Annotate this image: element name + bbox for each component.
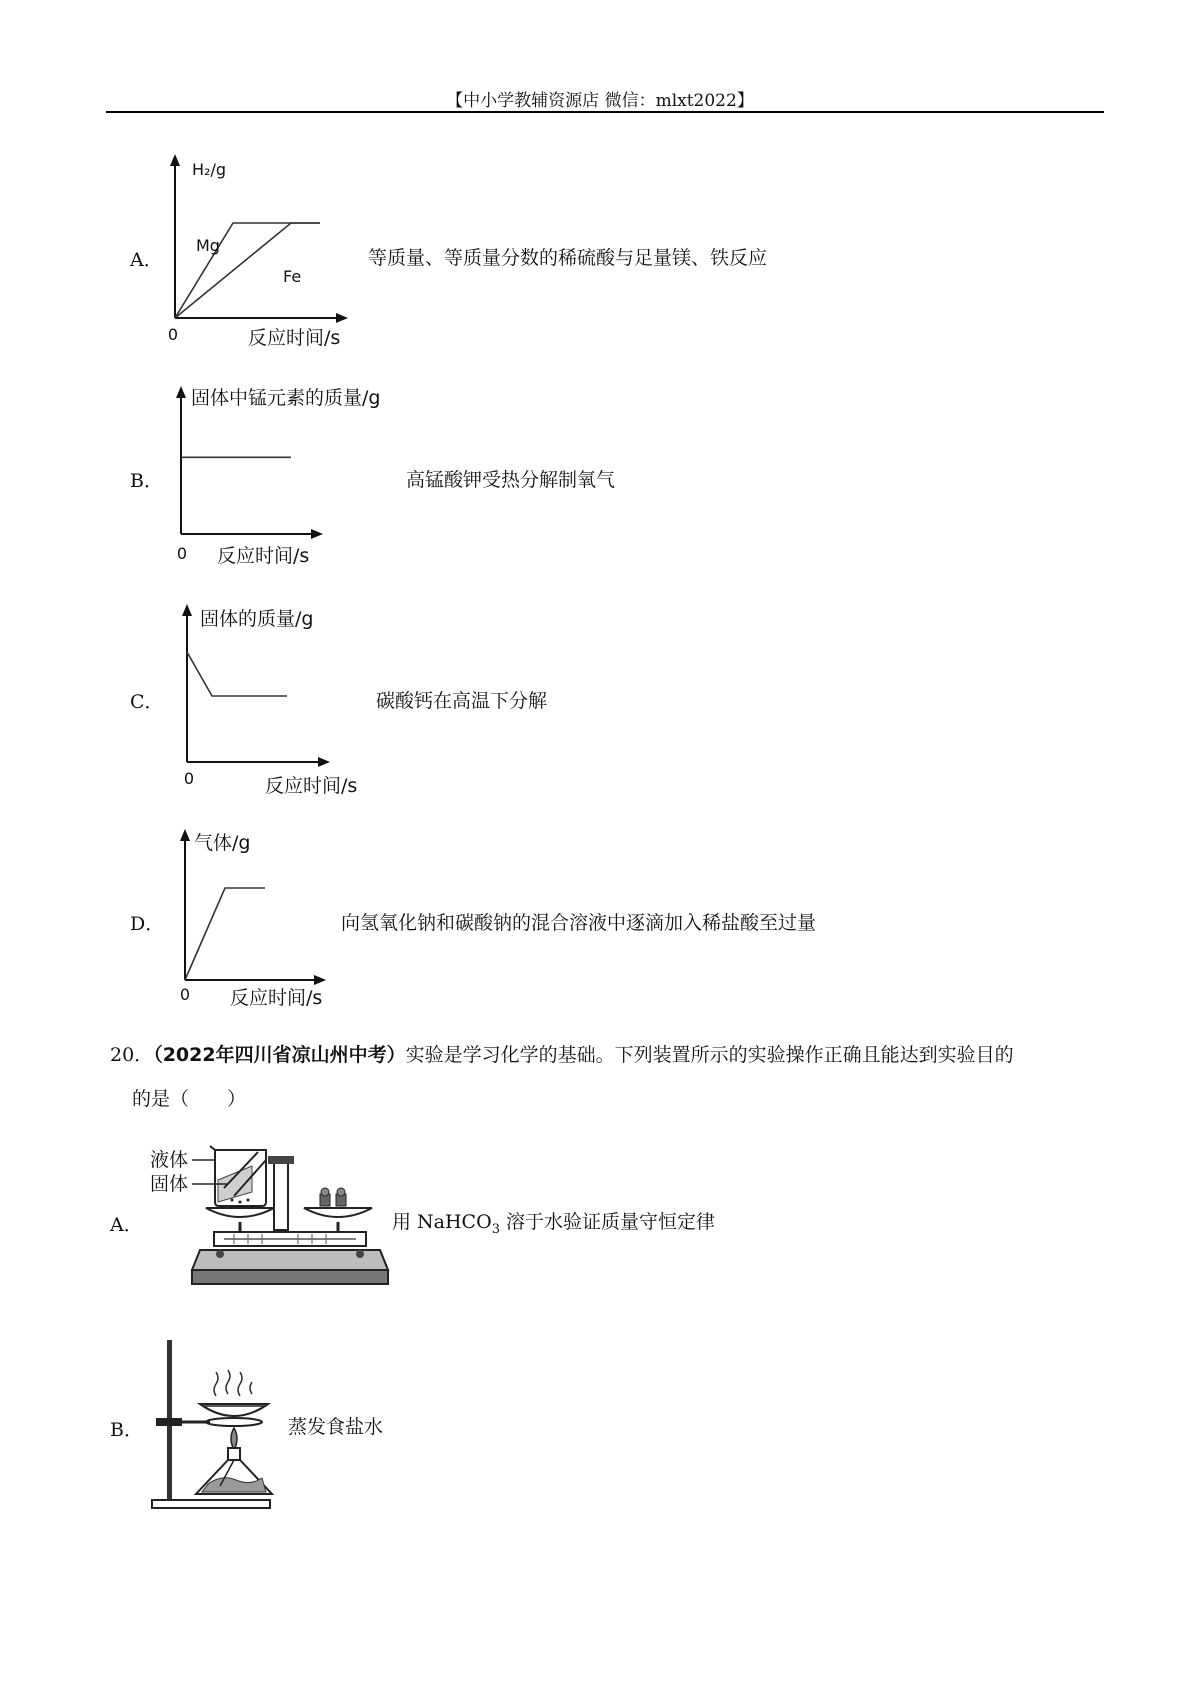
figure-label-solid: 固体 [150,1173,189,1195]
origin-label: 0 [183,769,195,788]
question-stem-line1: 实验是学习化学的基础。下列装置所示的实验操作正确且能达到实验目的 [405,1044,1014,1066]
lamp-wick-holder [228,1448,240,1460]
center-pillar [274,1160,288,1230]
left-pan [206,1208,274,1217]
y-axis-label: 气体/g [194,832,251,854]
balance-figure [148,1142,388,1292]
chart-option-b [165,382,415,567]
option-c-label: C． [130,691,164,713]
series-line-0 [185,888,265,980]
y-axis-label: 固体中锰元素的质量/g [191,387,381,409]
option-a-label: A． [130,249,163,271]
y-axis-label: 固体的质量/g [200,608,314,630]
x-axis-label: 反应时间/s [230,987,323,1009]
pillar-cap [268,1156,294,1164]
origin-label: 0 [167,325,179,344]
page-header: 【中小学教辅资源店 微信：mlxt2022】 [446,91,754,111]
x-axis-label: 反应时间/s [265,775,358,797]
description-subscript: 3 [491,1221,500,1237]
iron-stand-base [152,1500,270,1508]
x-axis-arrow [318,757,330,767]
x-axis-arrow [336,313,348,323]
header-divider [106,111,1104,113]
series-line-0 [187,652,287,696]
option-a-description: 等质量、等质量分数的稀硫酸与足量镁、铁反应 [368,247,768,269]
q20-option-a-description [392,1207,715,1237]
q20-option-b-label: B． [110,1419,143,1441]
description-text: 用 NaHCO [392,1211,492,1233]
y-axis-arrow [170,154,180,166]
option-d-description: 向氢氧化钠和碳酸钠的混合溶液中逐滴加入稀盐酸至过量 [341,912,817,934]
series-label-fe: Fe [283,267,302,286]
x-axis-label: 反应时间/s [248,327,341,349]
right-pan [304,1208,372,1217]
origin-label: 0 [179,985,191,1004]
q20-option-a-label: A． [110,1214,143,1236]
chart-option-c [172,600,402,800]
x-axis-arrow [314,975,326,985]
series-label-mg: Mg [196,236,220,255]
option-c-description: 碳酸钙在高温下分解 [376,690,548,712]
chart-option-d [168,825,368,1015]
q20-option-b-description: 蒸发食盐水 [288,1416,384,1438]
evaporation-figure [148,1336,278,1516]
figure-label-liquid: 液体 [150,1149,189,1171]
x-axis-label: 反应时间/s [217,545,310,567]
y-axis-arrow [176,386,186,398]
origin-label: 0 [176,544,188,563]
option-b-description: 高锰酸钾受热分解制氧气 [406,469,616,491]
option-d-label: D． [130,913,165,935]
chart-option-a [160,150,370,350]
steam [214,1370,252,1396]
option-b-label: B． [130,470,163,492]
x-axis-arrow [311,529,323,539]
beaker [210,1146,266,1206]
question-stem-line2: 的是（ ） [132,1088,247,1110]
question-number: 20． [110,1044,154,1066]
question-20-stem [110,1033,1110,1077]
y-axis-arrow [182,604,192,616]
description-text: 溶于水验证质量守恒定律 [499,1211,716,1233]
y-axis-arrow [180,829,190,841]
y-axis-label: H₂/g [192,160,226,179]
question-source: （2022年四川省凉山州中考） [153,1044,406,1066]
flame [231,1428,237,1450]
iron-ring [206,1418,262,1426]
